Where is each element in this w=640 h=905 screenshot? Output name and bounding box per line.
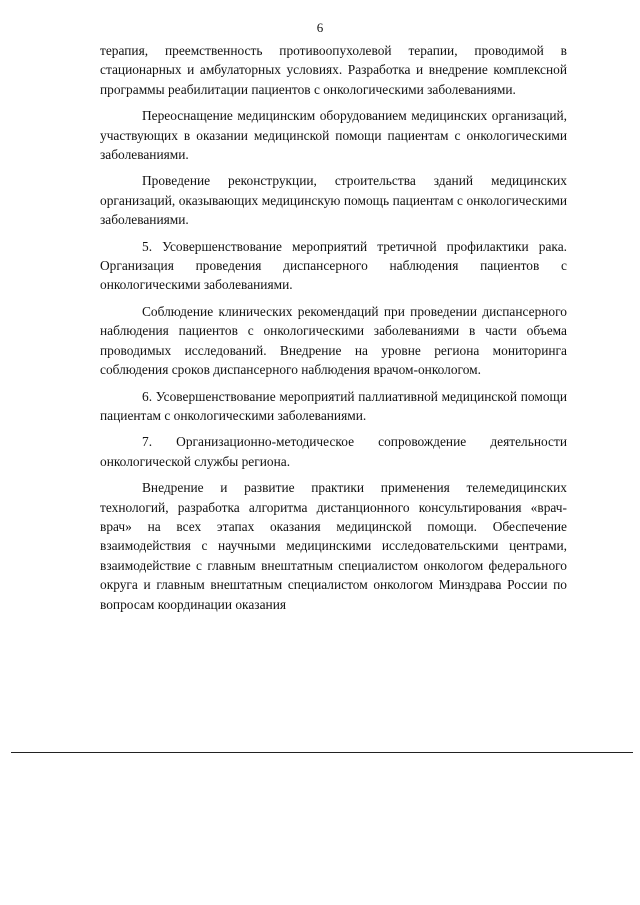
paragraph-reconstruction: Проведение реконструкции, строительства зданий медицинских организаций, оказывающих медицинскую помощь пациентам с онкологическими заболеваниями.: [100, 173, 567, 228]
paragraph-item-6: 6. Усовершенствование мероприятий паллиативной медицинской помощи пациентам с онкологическими заболеваниями.: [100, 388, 567, 423]
page-number: 6: [316, 20, 324, 35]
paragraph-item-7: 7. Организационно-методическое сопровождение деятельности онкологической службы региона.: [100, 434, 567, 469]
paragraph-item-5: 5. Усовершенствование мероприятий третичной профилактики рака. Организация проведения диспансерного наблюдения пациентов с онкологическими заболеваниями.: [100, 238, 567, 293]
document-body: [100, 41, 567, 614]
bottom-divider: [11, 752, 633, 753]
paragraph-telemedicine: Внедрение и развитие практики применения телемедицинских технологий, разработка алгоритма дистанционного консультирования «врач-врач» на всех этапах оказания медицинской помощи. Обеспечение взаимодействия с научными медицинскими исследовательскими центрами, взаимодействие с главным внештатным специалистом онкологом федерального округа и главным внештатным специалистом онкологом Минздрава России по вопросам координации оказания: [100, 480, 567, 612]
paragraph-clinical-guidelines: Соблюдение клинических рекомендаций при проведении диспансерного наблюдения пациентов с онкологическими заболеваниями в части объема проводимых исследований. Внедрение на уровне региона мониторинга соблюдения сроков диспансерного наблюдения врачом-онкологом.: [100, 303, 567, 378]
paragraph-rehabilitation-continued: терапия, преемственность противоопухолевой терапии, проводимой в стационарных и амбулаторных условиях. Разработка и внедрение комплексной программы реабилитации пациентов с онкологическими заболеваниями.: [100, 43, 567, 97]
paragraph-equipment: Переоснащение медицинским оборудованием медицинских организаций, участвующих в оказании медицинской помощи пациентам с онкологическими заболеваниями.: [100, 108, 567, 163]
